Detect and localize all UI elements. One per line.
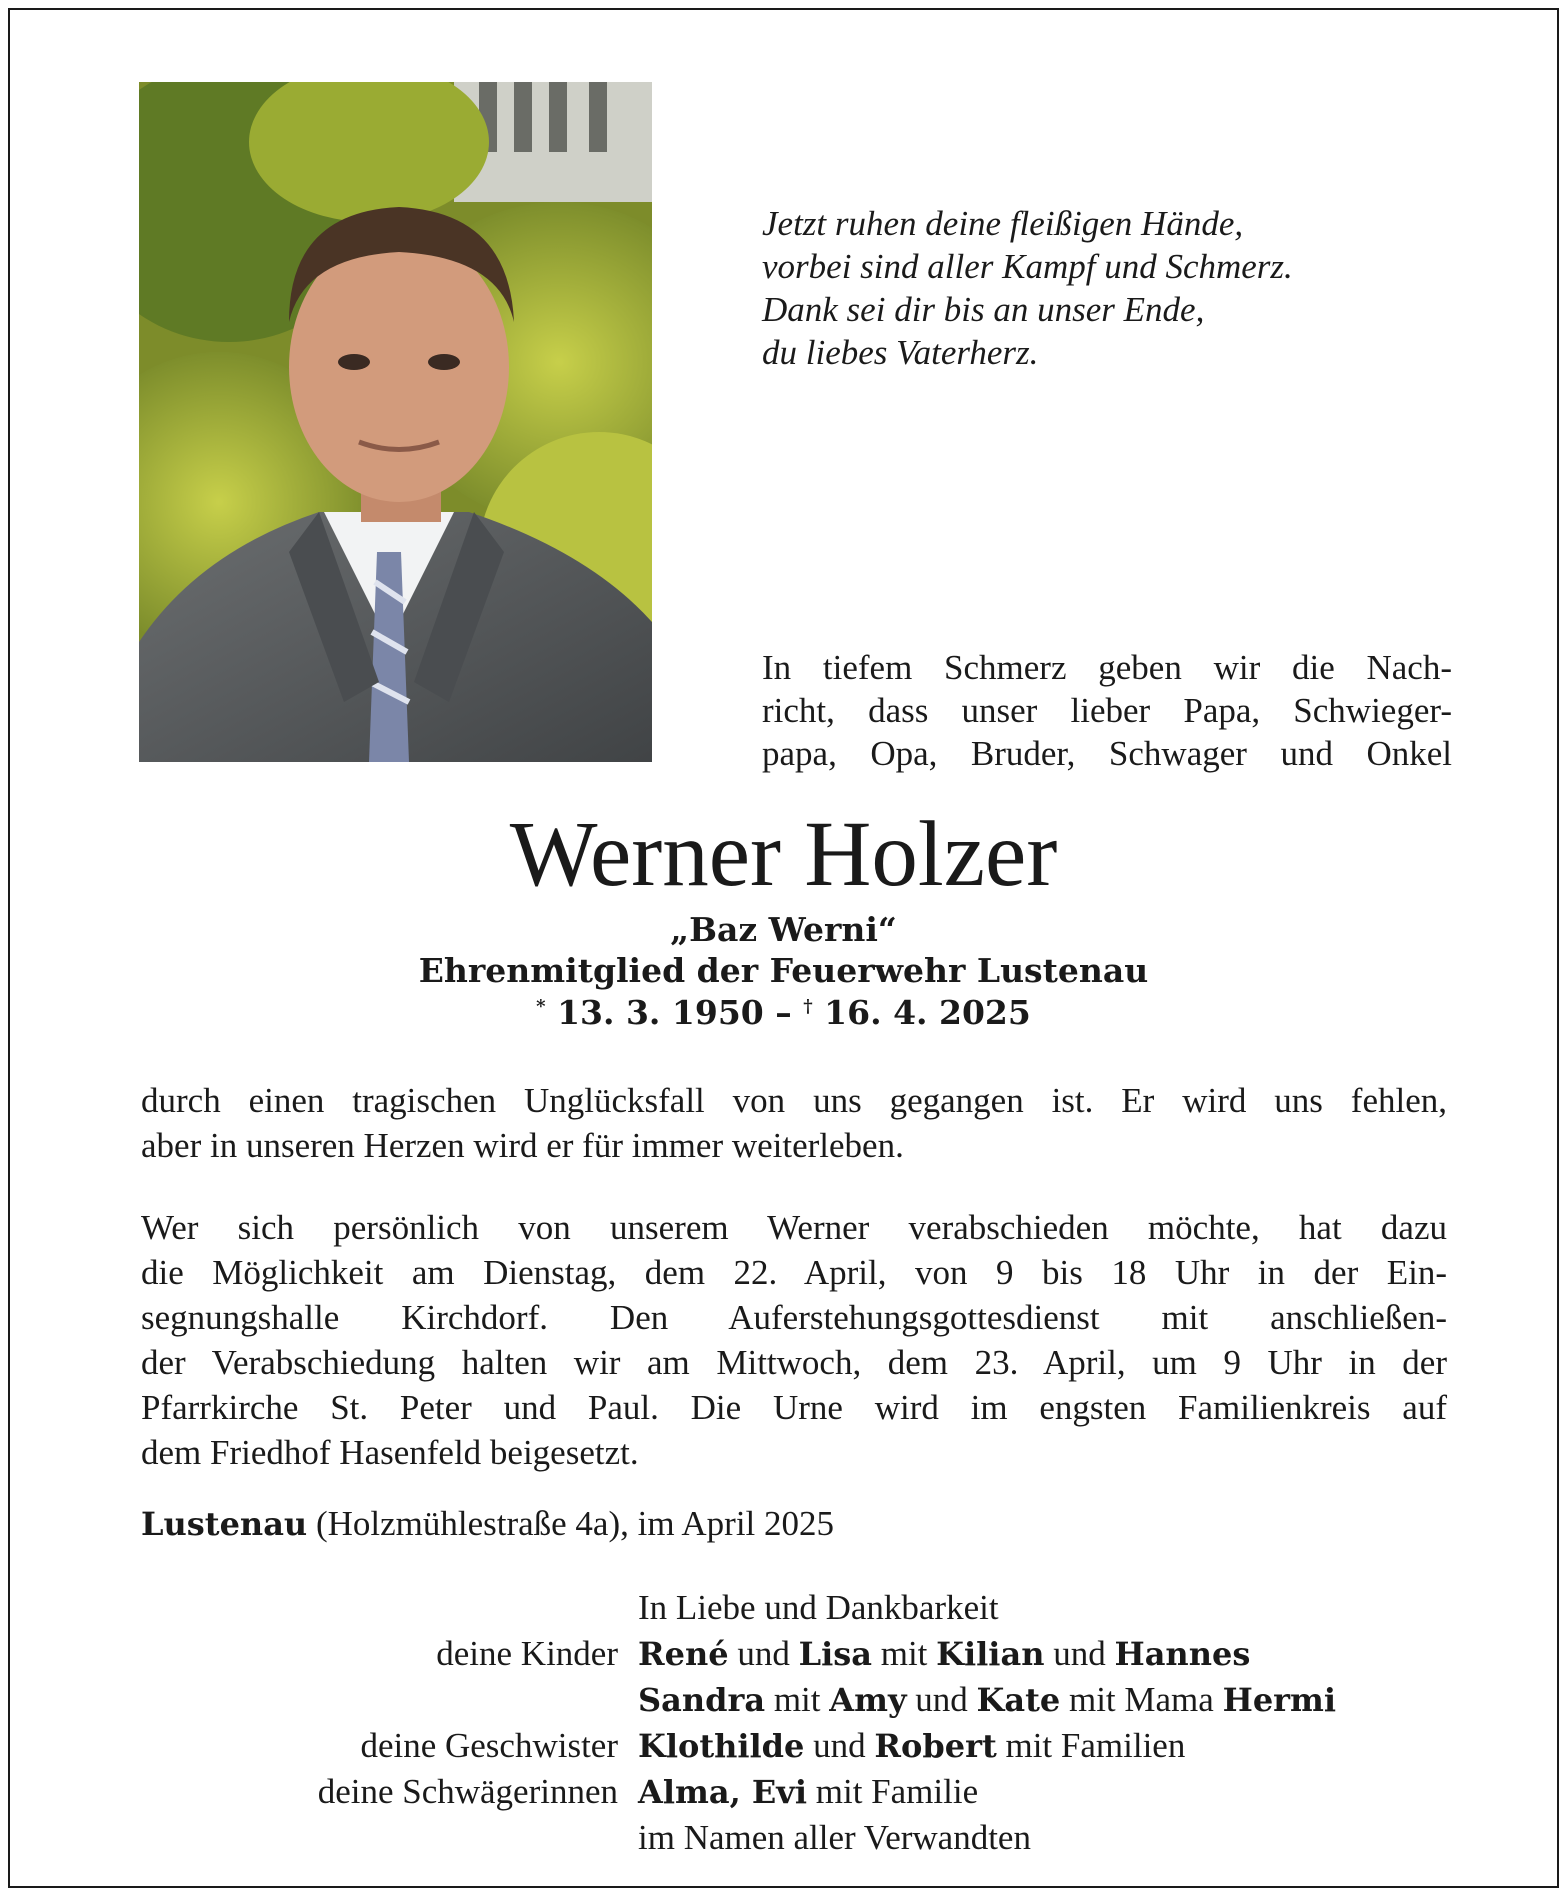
- signature-block: [10, 1585, 1557, 1861]
- paragraph-line: Pfarrkirche St. Peter und Paul. Die Urne wird im engsten Familienkreis auf: [141, 1388, 1447, 1427]
- poem-line: Jetzt ruhen deine fleißigen Hände,: [762, 204, 1244, 243]
- paragraph-farewell: [141, 1205, 1447, 1475]
- signature-row: [10, 1769, 1557, 1815]
- poem-line: vorbei sind aller Kampf und Schmerz.: [762, 247, 1293, 286]
- poem-line: Dank sei dir bis an unser Ende,: [762, 290, 1205, 329]
- signature-row: [10, 1585, 1557, 1631]
- portrait-illustration: [139, 82, 652, 762]
- birth-date: 13. 3. 1950 –: [557, 993, 792, 1032]
- label-schwaegerinnen: deine Schwägerinnen: [317, 1772, 618, 1811]
- label-geschwister: deine Geschwister: [360, 1726, 618, 1765]
- signature-opening: In Liebe und Dankbarkeit: [638, 1588, 999, 1627]
- paragraph-line: segnungshalle Kirchdorf. Den Auferstehungsgottesdienst mit anschließen-: [141, 1298, 1447, 1337]
- place-address-date: (Holzmühlestraße 4a), im April 2025: [307, 1504, 835, 1543]
- intro-line: papa, Opa, Bruder, Schwager und Onkel: [762, 734, 1452, 773]
- memorial-poem: [762, 202, 1462, 374]
- death-symbol: †: [803, 996, 813, 1017]
- life-dates: [10, 993, 1557, 1032]
- portrait-photo: [139, 82, 652, 762]
- signature-closing: im Namen aller Verwandten: [638, 1818, 1031, 1857]
- honorary-title: Ehrenmitglied der Feuerwehr Lustenau: [418, 951, 1149, 990]
- kinder-line-2: Sandra mit Amy und Kate mit Mama Hermi: [638, 1680, 1337, 1719]
- signature-row: [10, 1723, 1557, 1769]
- place-date: [141, 1504, 834, 1544]
- paragraph-line: Wer sich persönlich von unserem Werner verabschieden möchte, hat dazu: [141, 1208, 1447, 1247]
- paragraph-line: durch einen tragischen Unglücksfall von uns gegangen ist. Er wird uns fehlen,: [141, 1081, 1447, 1120]
- intro-line: richt, dass unser lieber Papa, Schwieger-: [762, 691, 1452, 730]
- signature-row: [10, 1631, 1557, 1677]
- paragraph-line: die Möglichkeit am Dienstag, dem 22. April, von 9 bis 18 Uhr in der Ein-: [141, 1253, 1447, 1292]
- birth-symbol: *: [536, 996, 546, 1017]
- death-date: 16. 4. 2025: [824, 993, 1031, 1032]
- paragraph-line: dem Friedhof Hasenfeld beigesetzt.: [141, 1433, 639, 1472]
- paragraph-line: der Verabschiedung halten wir am Mittwoch, dem 23. April, um 9 Uhr in der: [141, 1343, 1447, 1382]
- intro-text: [762, 646, 1452, 775]
- obituary-notice: [8, 8, 1559, 1888]
- paragraph-line: aber in unseren Herzen wird er für immer weiterleben.: [141, 1126, 904, 1165]
- geschwister-line: Klothilde und Robert mit Familien: [638, 1726, 1186, 1765]
- intro-line: In tiefem Schmerz geben wir die Nach-: [762, 648, 1452, 687]
- place-town: Lustenau: [141, 1505, 308, 1543]
- kinder-line-1: René und Lisa mit Kilian und Hannes: [638, 1634, 1251, 1673]
- poem-line: du liebes Vaterherz.: [762, 333, 1039, 372]
- label-kinder: deine Kinder: [436, 1634, 618, 1673]
- schwaegerinnen-line: Alma, Evi mit Familie: [638, 1772, 979, 1811]
- deceased-name: Werner Holzer: [509, 803, 1058, 906]
- signature-row: [10, 1677, 1557, 1723]
- signature-row: [10, 1815, 1557, 1861]
- nickname: „Baz Werni“: [670, 910, 897, 949]
- paragraph-passing: [141, 1078, 1447, 1168]
